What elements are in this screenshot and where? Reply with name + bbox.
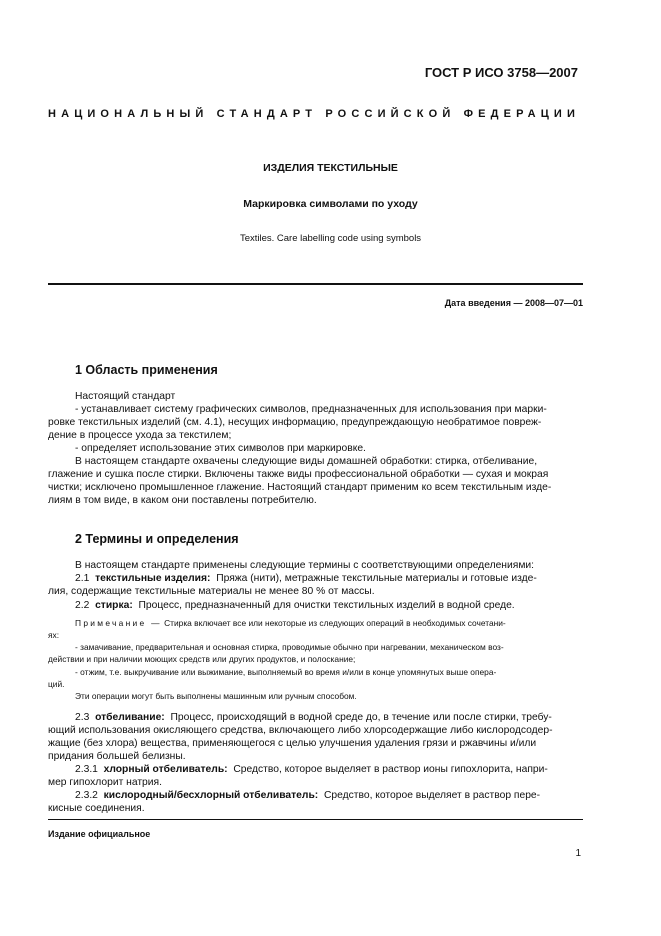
term-2-2 [75,599,583,612]
introduction-date: Дата введения — 2008—07—01 [444,298,583,308]
term-name: текстильные изделия: [95,573,211,584]
term-2-3-1 [75,763,583,776]
note-line: ций. [48,679,65,689]
term-number: 2.3 [75,712,90,723]
term-number: 2.3.1 [75,764,98,775]
section-1-line: чистки; исключено промышленное глажение. Настоящий стандарт применим ко всем текстильным изде- [48,482,552,493]
term-number: 2.3.2 [75,790,98,801]
term-2-1 [75,572,583,585]
section-1-line: глажение и сушка после стирки. Включены также виды профессиональной обработки — сухая и мокрая [48,469,549,480]
document-number: ГОСТ Р ИСО 3758—2007 [424,65,578,80]
term-name: хлорный отбеливатель: [103,764,228,775]
term-name: стирка: [95,600,133,611]
term-definition: Средство, которое выделяет в раствор пере- [323,790,541,801]
section-1-heading: 1 Область применения [75,363,218,377]
term-definition: Пряжа (нити), метражные текстильные материалы и готовые изде- [216,573,537,584]
note-line: - замачивание, предварительная и основная стирка, проводимые обычно при нагревании, механическом воз- [75,642,504,652]
note-line [75,618,506,629]
term-number: 2.2 [75,600,90,611]
document-title: ИЗДЕЛИЯ ТЕКСТИЛЬНЫЕ [263,162,398,174]
term-2-3-2 [75,789,583,802]
page-number: 1 [575,848,581,859]
section-2-intro: В настоящем стандарте применены следующие термины с соответствующими определениями: [75,560,535,571]
term-2-3 [75,711,583,724]
section-1-line: дение в процессе ухода за текстилем; [48,430,232,441]
term-number: 2.1 [75,573,90,584]
term-2-1-cont: лия, содержащие текстильные материалы не менее 80 % от массы. [48,586,375,597]
term-definition: Средство, которое выделяет в раствор ионы гипохлорита, напри- [233,764,548,775]
divider-bottom [48,819,583,820]
section-1-line: Настоящий стандарт [75,391,176,402]
national-standard-banner: НАЦИОНАЛЬНЫЙ СТАНДАРТ РОССИЙСКОЙ ФЕДЕРАЦИИ [48,108,581,120]
term-2-3-2-cont: кисные соединения. [48,803,145,814]
term-definition: Процесс, предназначенный для очистки текстильных изделий в водной среде. [138,600,515,611]
term-2-3-1-cont: мер гипохлорит натрия. [48,777,162,788]
section-1-line: - устанавливает систему графических символов, предназначенных для использования при марки- [75,404,547,415]
section-1-line: - определяет использование этих символов при маркировке. [75,443,366,454]
note-text: Стирка включает все или некоторые из следующих операций в необходимых сочетани- [164,618,506,628]
section-1-line: ровке текстильных изделий (см. 4.1), несущих информацию, предупреждающую необратимое повреж- [48,417,542,428]
term-name: отбеливание: [95,712,165,723]
section-1-line: лиям в том виде, в каком они поставлены потребителю. [48,495,317,506]
term-name: кислородный/бесхлорный отбеливатель: [103,790,319,801]
term-definition: Процесс, происходящий в водной среде до, в течение или после стирки, требу- [170,712,552,723]
term-2-3-cont: придания большей белизны. [48,751,186,762]
divider-top [48,283,583,285]
note-line: Эти операции могут быть выполнены машинным или ручным способом. [75,691,357,701]
note-line: ях: [48,630,60,640]
section-2-heading: 2 Термины и определения [75,532,239,546]
term-2-3-cont: жащие (без хлора) вещества, применяющегося с целью улучшения удаления грязи и ржавчины и/или [48,738,537,749]
edition-note: Издание официальное [48,829,151,839]
note-prefix: Примечание — [75,618,162,628]
note-line: - отжим, т.е. выкручивание или выжимание, выполняемый во время и/или в конце упомянутых выше опера- [75,667,497,677]
note-line: действии и при наличии моющих средств или других продуктов, и полоскание; [48,654,356,664]
english-title: Textiles. Care labelling code using symbols [239,233,422,244]
section-1-line: В настоящем стандарте охвачены следующие виды домашней обработки: стирка, отбеливание, [75,456,538,467]
document-subtitle: Маркировка символами по уходу [243,198,418,210]
term-2-3-cont: ющий использования окисляющего средства, включающего либо хлорсодержащие либо кислородсодер- [48,725,553,736]
